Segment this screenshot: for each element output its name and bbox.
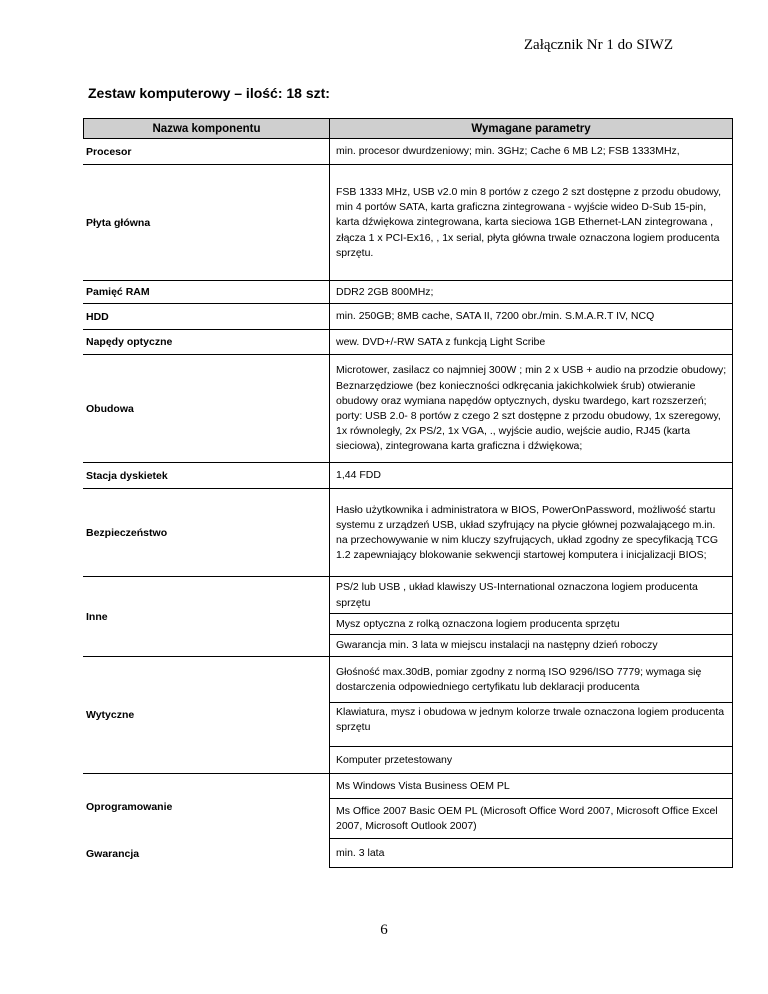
component-name: Wytyczne	[83, 657, 329, 774]
parameter-cell: Klawiatura, mysz i obudowa w jednym kolorze trwale oznaczona logiem producenta sprzętu	[330, 703, 732, 747]
table-row	[83, 165, 733, 281]
parameter-cell: min. 250GB; 8MB cache, SATA II, 7200 obr./min. S.M.A.R.T IV, NCQ	[330, 304, 732, 330]
table-row	[83, 304, 733, 330]
table-row	[83, 839, 733, 868]
component-name: Gwarancja	[86, 847, 140, 860]
table-row	[83, 657, 733, 774]
parameter-cell: Microtower, zasilacz co najmniej 300W ; min 2 x USB + audio na przodzie obudowy; Beznarzędziowe (bez konieczności odkręcania jakichkolwiek śrub) otwieranie obudowy oraz wymiana napędów optycznych, dysku twardego, kart rozszerzeń; porty: USB 2.0- 8 portów z czego 2 szt dostępne z przodu obudowy, 1x szeregowy, 1x równoległy, 2x PS/2, 1x VGA, ., wyjście audio, wejście audio, RJ45 (karta sieciowa), zintegrowana karta graficzna i dźwiękowa;	[330, 355, 732, 463]
spec-table	[83, 118, 733, 868]
table-header	[83, 118, 733, 139]
parameter-cell: Gwarancja min. 3 lata w miejscu instalacji na następny dzień roboczy	[330, 635, 732, 657]
document-title: Zestaw komputerowy – ilość: 18 szt:	[88, 85, 330, 101]
component-name: Obudowa	[83, 355, 329, 463]
parameter-cell: FSB 1333 MHz, USB v2.0 min 8 portów z czego 2 szt dostępne z przodu obudowy, min 4 portów SATA, karta graficzna zintegrowana - wyjście wideo D-Sub 15-pin, karta dźwiękowa zintegrowana, karta sieciowa 1GB Ethernet-LAN zintegrowana , złącza 1 x PCI-Ex16, , 1x serial, płyta główna trwale oznaczona logiem producenta sprzętu.	[330, 165, 732, 281]
table-row	[83, 489, 733, 577]
parameter-cell: Mysz optyczna z rolką oznaczona logiem producenta sprzętu	[330, 614, 732, 635]
parameter-cell: DDR2 2GB 800MHz;	[330, 281, 732, 304]
component-name: HDD	[83, 304, 329, 330]
parameter-cell: PS/2 lub USB , układ klawiszy US-International oznaczona logiem producenta sprzętu	[330, 577, 732, 614]
table-row	[83, 774, 733, 839]
component-name: Płyta główna	[83, 165, 329, 281]
table-row	[83, 330, 733, 355]
column-header-name: Nazwa komponentu	[84, 119, 330, 138]
component-name: Procesor	[83, 139, 329, 165]
component-name: Napędy optyczne	[83, 330, 329, 355]
component-name: Pamięć RAM	[83, 281, 329, 304]
table-row	[83, 463, 733, 489]
table-row	[83, 577, 733, 657]
parameter-cell: 1,44 FDD	[330, 463, 732, 489]
parameter-cell: Hasło użytkownika i administratora w BIOS, PowerOnPassword, możliwość startu systemu z urządzeń USB, układ szyfrujący na płycie głównej pozwalającego m.in. na przechowywanie w nim kluczy szyfrujących, układ zgodny ze specyfikacją TCG 1.2 zapewniający blokowanie sekwencji startowej komputera i inicjalizacji BIOS;	[330, 489, 732, 577]
component-name: Bezpieczeństwo	[83, 489, 329, 577]
component-name: Inne	[83, 577, 329, 657]
component-name: Oprogramowanie	[86, 800, 173, 813]
parameter-cell: min. procesor dwurdzeniowy; min. 3GHz; Cache 6 MB L2; FSB 1333MHz,	[330, 139, 732, 165]
table-row	[83, 281, 733, 304]
parameter-cell: Komputer przetestowany	[330, 747, 732, 774]
parameter-cell: min. 3 lata	[330, 839, 732, 868]
annex-note: Załącznik Nr 1 do SIWZ	[523, 37, 673, 53]
parameter-cell: Głośność max.30dB, pomiar zgodny z normą ISO 9296/ISO 7779; wymaga się dostarczenia odpowiedniego certyfikatu lub deklaracji producenta	[330, 657, 732, 703]
table-row	[83, 355, 733, 463]
page-number: 6	[380, 922, 388, 938]
table-row	[83, 139, 733, 165]
parameter-cell: Ms Office 2007 Basic OEM PL (Microsoft Office Word 2007, Microsoft Office Excel 2007, Microsoft Outlook 2007)	[330, 799, 732, 839]
parameter-cell: wew. DVD+/-RW SATA z funkcją Light Scribe	[330, 330, 732, 355]
column-header-params: Wymagane parametry	[471, 122, 591, 135]
component-name: Stacja dyskietek	[83, 463, 329, 489]
parameter-cell: Ms Windows Vista Business OEM PL	[330, 774, 732, 799]
